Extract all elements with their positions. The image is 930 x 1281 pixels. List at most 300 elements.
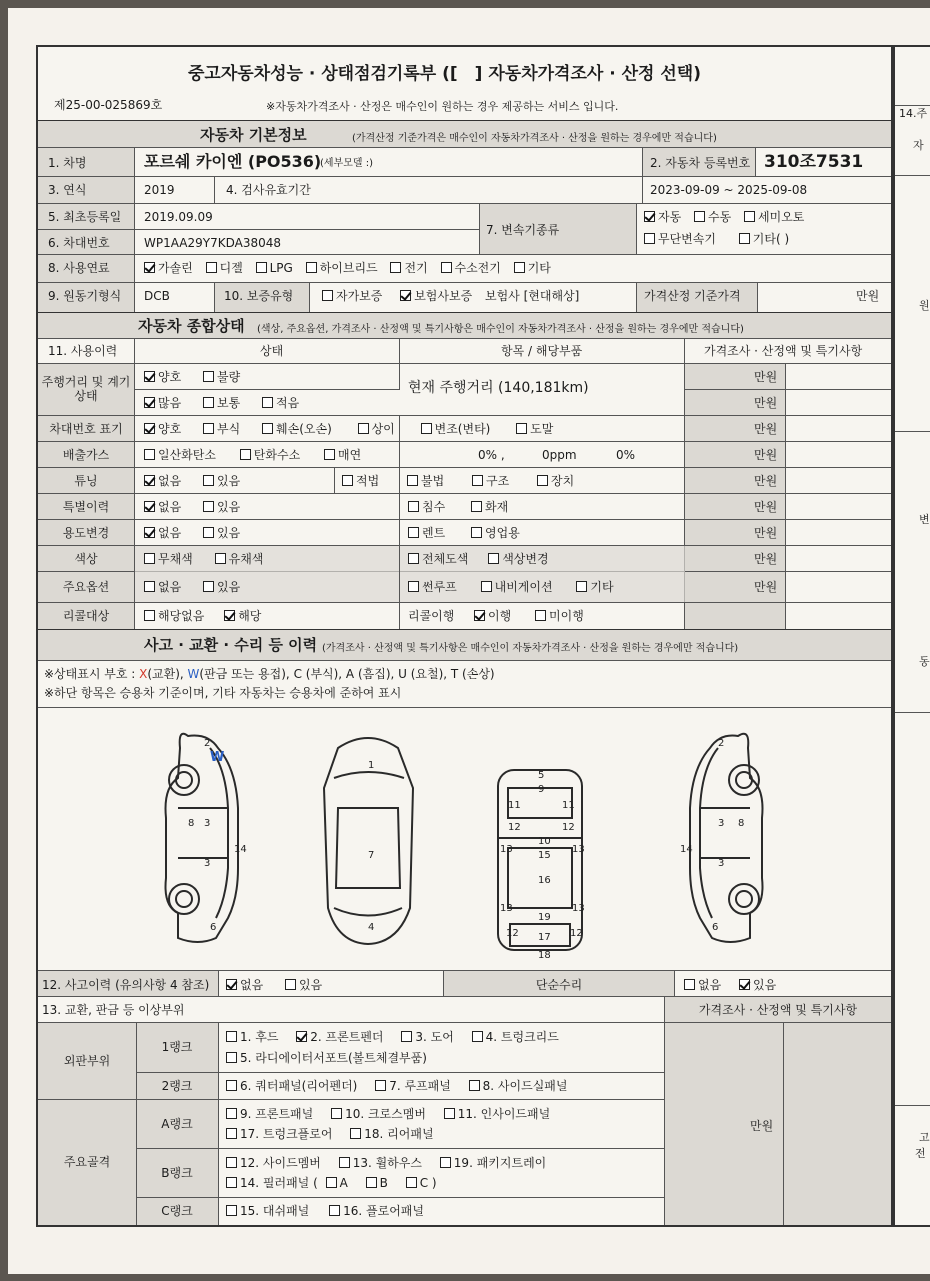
vin-altered-checkbox[interactable]: [421, 423, 432, 434]
pillar-a-label: A: [339, 1176, 348, 1190]
sub-model: (세부모델 :): [320, 158, 373, 169]
mileage-good-label: 양호: [158, 370, 182, 384]
use-change-yes-checkbox[interactable]: [203, 527, 214, 538]
tuning-device-checkbox[interactable]: [537, 475, 548, 486]
trans-manual-checkbox[interactable]: [694, 211, 705, 222]
tuning-illegal-label: 불법: [421, 474, 445, 488]
svg-text:11: 11: [508, 800, 521, 811]
legend-w-symbol: W: [187, 667, 200, 681]
special-fire-label: 화재: [485, 500, 509, 514]
color-achromatic-label: 무채색: [158, 552, 193, 566]
svg-text:6: 6: [210, 922, 217, 933]
recall-done-options: [474, 609, 593, 623]
basic-section-note: (가격산정 기준가격은 매수인이 자동차가격조사 · 산정을 원하는 경우에만 적습니다): [352, 133, 717, 144]
inspection-period-label: 4. 검사유효기간: [226, 183, 311, 197]
roof-panel-checkbox[interactable]: [375, 1080, 386, 1091]
fuel-hydrogen-checkbox[interactable]: [441, 262, 452, 273]
vin-corrosion-checkbox[interactable]: [203, 423, 214, 434]
recall-options: [144, 609, 270, 623]
svg-text:2: 2: [718, 738, 725, 749]
form-title: 중고자동차성능 · 상태점검기록부 ([ ] 자동차가격조사 · 산정 선택): [188, 64, 701, 84]
special-yes-label: 있음: [217, 500, 241, 514]
odometer-reading: 현재 주행거리 (140,181km): [408, 380, 589, 396]
cross-member-checkbox[interactable]: [331, 1108, 342, 1119]
warranty-insurance[interactable]: [400, 289, 472, 303]
color-change-label: 색상변경: [502, 552, 549, 566]
state-head: 상태: [260, 344, 284, 358]
fuel-gasoline-label: 가솔린: [158, 261, 193, 275]
service-notice: ※자동차가격조사 · 산정은 매수인이 원하는 경우 제공하는 서비스 입니다.: [266, 100, 619, 113]
tuning-none-label: 없음: [158, 474, 182, 488]
use-change-business-label: 영업용: [485, 526, 520, 540]
special-history-label: 특별이력: [62, 500, 110, 514]
mileage-low-checkbox[interactable]: [262, 397, 273, 408]
recall-label: 리콜대상: [62, 609, 110, 623]
fuel-gasoline-checkbox[interactable]: [144, 262, 155, 273]
car-damage-diagram: [38, 708, 891, 970]
major-price: 만원: [754, 580, 778, 594]
reg-number: 310조7531: [764, 152, 864, 172]
vin-mark-price: 만원: [754, 422, 778, 436]
mileage-bad-checkbox[interactable]: [203, 371, 214, 382]
recall-none-label: 해당없음: [158, 609, 205, 623]
recall-none-checkbox[interactable]: [144, 610, 155, 621]
legend-x-symbol: X: [139, 667, 148, 681]
front-panel-label: 9. 프론트패널: [240, 1107, 314, 1121]
fuel-diesel-label: 디젤: [219, 261, 243, 275]
svg-text:14: 14: [234, 844, 247, 855]
rankA-row1: [226, 1107, 559, 1121]
reg-number-label: 2. 자동차 등록번호: [650, 156, 751, 170]
trunk-floor-label: 17. 트렁크플로어: [240, 1127, 333, 1141]
trunk-lid-checkbox[interactable]: [472, 1031, 483, 1042]
next-page-fragment-7: 전: [915, 1147, 926, 1160]
use-change-price: 만원: [754, 526, 778, 540]
legend-prefix: ※상태표시 부호 :: [44, 667, 140, 681]
color-chromatic-label: 유채색: [228, 552, 264, 566]
accident-none-label: 없음: [240, 978, 264, 992]
svg-text:3: 3: [718, 818, 725, 829]
rear-panel-checkbox[interactable]: [350, 1128, 361, 1139]
trans-option-semi[interactable]: [744, 210, 804, 224]
major-sunroof-label: 썬루프: [422, 580, 457, 594]
fuel-electric-label: 전기: [404, 261, 428, 275]
fuel-electric[interactable]: [390, 261, 427, 275]
color-full-paint-checkbox[interactable]: [408, 553, 419, 564]
fuel-hydrogen[interactable]: [441, 261, 501, 275]
wheel-house-label: 13. 휠하우스: [352, 1156, 422, 1170]
trans-etc-checkbox[interactable]: [739, 233, 750, 244]
emission-co-label: 일산화탄소: [158, 448, 216, 462]
emission-hc-label: 탄화수소: [253, 448, 301, 462]
svg-text:12: 12: [508, 822, 521, 833]
vin-label: 6. 차대번호: [48, 236, 110, 250]
front-fender-label: 2. 프론트펜더: [310, 1030, 384, 1044]
svg-text:12: 12: [570, 928, 583, 939]
inspection-period: 2023-09-09 ~ 2025-09-08: [650, 183, 808, 197]
item-head: 항목 / 해당부품: [501, 344, 583, 358]
rankB-row1: [226, 1156, 555, 1170]
vin-painted-label: 도말: [530, 422, 554, 436]
warranty-company: 보험사 [현대해상]: [485, 289, 580, 303]
recall-not-done-checkbox[interactable]: [535, 610, 546, 621]
rank1-row1: [226, 1030, 568, 1044]
next-page-fragment-6: 고: [919, 1131, 930, 1144]
car-name-label: 1. 차명: [48, 156, 87, 170]
hood-checkbox[interactable]: [226, 1031, 237, 1042]
basic-section-title: 자동차 기본정보: [200, 126, 307, 144]
trans-option-cvt[interactable]: [644, 232, 716, 246]
pillar-c-label: C ): [419, 1176, 437, 1190]
svg-text:1: 1: [368, 760, 375, 771]
simple-repair-yes-label: 있음: [753, 978, 777, 992]
major-options: [144, 580, 249, 594]
package-tray-label: 19. 패키지트레이: [453, 1156, 547, 1170]
use-change-business-checkbox[interactable]: [471, 527, 482, 538]
accident-section-title: 사고 · 교환 · 수리 등 이력: [144, 636, 318, 654]
floor-panel-checkbox[interactable]: [329, 1205, 340, 1216]
fuel-label: 8. 사용연료: [48, 261, 110, 275]
trans-manual-label: 수동: [708, 210, 732, 224]
special-none-checkbox[interactable]: [144, 501, 155, 512]
trans-auto-checkbox[interactable]: [644, 211, 655, 222]
transmission-row1: [644, 210, 813, 224]
svg-text:14: 14: [680, 844, 693, 855]
vin-good-label: 양호: [158, 422, 182, 436]
side-member-checkbox[interactable]: [226, 1157, 237, 1168]
radiator-support-label: 5. 라디에이터서포트(볼트체결부품): [240, 1051, 427, 1065]
mileage-normal-checkbox[interactable]: [203, 397, 214, 408]
package-tray-checkbox[interactable]: [440, 1157, 451, 1168]
special-yes-checkbox[interactable]: [203, 501, 214, 512]
accident-yes-label: 있음: [299, 978, 323, 992]
svg-text:13: 13: [572, 903, 585, 914]
year-label: 3. 연식: [48, 183, 87, 197]
color-items: [408, 552, 558, 566]
color-options: [144, 552, 272, 566]
status-section-note: (색상, 주요옵션, 가격조사 · 산정액 및 특기사항은 매수인이 자동차가격조사 · 산정을 원하는 경우에만 적습니다): [257, 324, 744, 335]
svg-text:4: 4: [368, 922, 375, 933]
usage-history-head: 11. 사용이력: [48, 344, 118, 358]
mileage-price-2: 만원: [754, 396, 778, 410]
mileage-good-checkbox[interactable]: [144, 371, 155, 382]
trunk-lid-label: 4. 트렁크리드: [485, 1030, 559, 1044]
price-base-unit: 만원: [856, 289, 880, 303]
use-change-rent-label: 렌트: [422, 526, 446, 540]
use-change-options: [144, 526, 249, 540]
vin-damage-checkbox[interactable]: [262, 423, 273, 434]
svg-text:8: 8: [188, 818, 195, 829]
emission-co-checkbox[interactable]: [144, 449, 155, 460]
warranty-options: [322, 289, 579, 303]
tuning-options: [144, 474, 249, 488]
mileage-label: 주행거리 및 계기상태: [41, 375, 131, 403]
vin-mark-label: 차대번호 표기: [49, 422, 123, 436]
fuel-diesel-checkbox[interactable]: [206, 262, 217, 273]
tuning-none-checkbox[interactable]: [144, 475, 155, 486]
dash-panel-label: 15. 대쉬패널: [240, 1204, 310, 1218]
accident-yes-checkbox[interactable]: [285, 979, 296, 990]
recall-applicable-label: 해당: [238, 609, 262, 623]
exchange-price-unit: 만원: [750, 1119, 774, 1133]
svg-text:3: 3: [718, 858, 725, 869]
svg-text:11: 11: [562, 800, 575, 811]
exchange-price-head: 가격조사 · 산정액 및 특기사항: [698, 1003, 858, 1017]
front-panel-checkbox[interactable]: [226, 1108, 237, 1119]
svg-text:3: 3: [204, 818, 211, 829]
special-flood-checkbox[interactable]: [408, 501, 419, 512]
svg-text:3: 3: [204, 858, 211, 869]
emission-smoke-checkbox[interactable]: [324, 449, 335, 460]
legend-rest: (판금 또는 용접), C (부식), A (흠집), U (요철), T (손상): [199, 667, 495, 681]
svg-text:13: 13: [572, 844, 585, 855]
tuning-illegal-checkbox[interactable]: [407, 475, 418, 486]
major-sunroof-checkbox[interactable]: [408, 581, 419, 592]
warranty-label: 10. 보증유형: [224, 289, 294, 303]
color-full-paint-label: 전체도색: [422, 552, 469, 566]
front-fender-checkbox[interactable]: [296, 1031, 307, 1042]
hood-label: 1. 후드: [240, 1030, 279, 1044]
tuning-structure-checkbox[interactable]: [472, 475, 483, 486]
use-change-none-label: 없음: [158, 526, 182, 540]
emission-hc-checkbox[interactable]: [240, 449, 251, 460]
transmission-row2: [644, 232, 798, 246]
recall-done-checkbox[interactable]: [474, 610, 485, 621]
special-price: 만원: [754, 500, 778, 514]
mileage-normal-label: 보통: [217, 396, 241, 410]
recall-done-yes-label: 이행: [488, 609, 512, 623]
first-reg-date: 2019.09.09: [144, 210, 213, 224]
tuning-yes-checkbox[interactable]: [203, 475, 214, 486]
tuning-device-label: 장치: [551, 474, 575, 488]
warranty-self[interactable]: [322, 289, 382, 303]
special-options: [144, 500, 249, 514]
special-none-label: 없음: [158, 500, 182, 514]
fuel-lpg-checkbox[interactable]: [256, 262, 267, 273]
fuel-options: [144, 261, 560, 275]
engine-type-label: 9. 원동기형식: [48, 289, 122, 303]
major-etc-label: 기타: [590, 580, 614, 594]
svg-text:16: 16: [538, 875, 551, 886]
fuel-hybrid-label: 하이브리드: [319, 261, 378, 275]
simple-repair-options: [684, 978, 785, 992]
transmission-label: 7. 변속기종류: [486, 223, 560, 237]
trans-auto-label: 자동: [658, 210, 682, 224]
mileage-low-label: 적음: [276, 396, 300, 410]
fuel-etc-label: 기타: [527, 261, 551, 275]
special-items: [408, 500, 517, 514]
recall-done-label: 리콜이행: [408, 609, 455, 623]
status-section-title: 자동차 종합상태: [138, 317, 245, 335]
mileage-state-row2: [144, 396, 308, 410]
emission-options: [144, 448, 370, 462]
simple-repair-label: 단순수리: [535, 978, 583, 992]
major-navigation-checkbox[interactable]: [481, 581, 492, 592]
simple-repair-none-checkbox[interactable]: [684, 979, 695, 990]
use-change-none-checkbox[interactable]: [144, 527, 155, 538]
major-options-label: 주요옵션: [62, 580, 110, 594]
pillar-a-checkbox[interactable]: [326, 1177, 337, 1188]
svg-text:17: 17: [538, 932, 551, 943]
rear-panel-label: 18. 리어패널: [364, 1127, 434, 1141]
accident-history-label: 12. 사고이력 (유의사항 4 참조): [42, 978, 210, 992]
front-fender-w-mark: W: [210, 750, 225, 765]
accident-section-note: (가격조사 · 산정액 및 특기사항은 매수인이 자동차가격조사 · 산정을 원하는 경우에만 적습니다): [322, 643, 739, 654]
use-change-rent-checkbox[interactable]: [408, 527, 419, 538]
main-frame-label: 주요골격: [63, 1155, 111, 1169]
pillar-c-checkbox[interactable]: [406, 1177, 417, 1188]
pillar-b-checkbox[interactable]: [366, 1177, 377, 1188]
use-change-items: [408, 526, 529, 540]
major-yes-label: 있음: [217, 580, 241, 594]
fuel-lpg[interactable]: [256, 261, 293, 275]
vin-good-checkbox[interactable]: [144, 423, 155, 434]
quarter-panel-label: 6. 쿼터패널(리어펜더): [240, 1079, 358, 1093]
tuning-legal-checkbox[interactable]: [342, 475, 353, 486]
accident-options: [226, 978, 331, 992]
emission-co-value: 0% ,: [478, 448, 505, 462]
trans-option-manual[interactable]: [694, 210, 731, 224]
dash-panel-checkbox[interactable]: [226, 1205, 237, 1216]
major-yes-checkbox[interactable]: [203, 581, 214, 592]
next-page-fragment-2: 자: [913, 139, 924, 152]
side-sill-checkbox[interactable]: [469, 1080, 480, 1091]
legend-line-1: [44, 667, 495, 681]
mileage-price-1: 만원: [754, 370, 778, 384]
warranty-insurance-label: 보험사보증: [414, 289, 473, 303]
vin-value: WP1AA29Y7KDA38048: [144, 236, 282, 250]
legend-x-text: (교환),: [147, 667, 188, 681]
warranty-self-checkbox[interactable]: [322, 290, 333, 301]
trans-semi-label: 세미오토: [758, 210, 805, 224]
simple-repair-none-label: 없음: [698, 978, 722, 992]
fuel-lpg-label: LPG: [269, 261, 293, 275]
rankC-label: C랭크: [161, 1204, 193, 1218]
svg-text:13: 13: [500, 903, 513, 914]
accident-none-checkbox[interactable]: [226, 979, 237, 990]
tuning-legal-label: 적법: [356, 474, 380, 488]
svg-text:13: 13: [500, 844, 513, 855]
pillar-panel-checkbox[interactable]: [226, 1177, 237, 1188]
vin-damage-label: 훼손(오손): [276, 422, 332, 436]
svg-text:2: 2: [204, 738, 211, 749]
svg-text:19: 19: [538, 912, 551, 923]
fuel-hybrid[interactable]: [306, 261, 378, 275]
door-checkbox[interactable]: [401, 1031, 412, 1042]
side-sill-label: 8. 사이드실패널: [482, 1079, 568, 1093]
svg-text:5: 5: [538, 770, 545, 781]
roof-panel-label: 7. 루프패널: [389, 1079, 451, 1093]
major-none-checkbox[interactable]: [144, 581, 155, 592]
vin-painted-checkbox[interactable]: [516, 423, 527, 434]
rankB-label: B랭크: [161, 1166, 193, 1180]
quarter-panel-checkbox[interactable]: [226, 1080, 237, 1091]
rankA-label: A랭크: [161, 1117, 193, 1131]
special-fire-checkbox[interactable]: [471, 501, 482, 512]
trans-semi-checkbox[interactable]: [744, 211, 755, 222]
emission-smoke-label: 매연: [338, 448, 362, 462]
tuning-price: 만원: [754, 474, 778, 488]
major-none-label: 없음: [158, 580, 182, 594]
trans-cvt-checkbox[interactable]: [644, 233, 655, 244]
fuel-hybrid-checkbox[interactable]: [306, 262, 317, 273]
trans-cvt-label: 무단변속기: [658, 232, 716, 246]
color-label: 색상: [74, 552, 98, 566]
vin-diff-label: 상이: [371, 422, 395, 436]
trans-option-auto[interactable]: [644, 210, 681, 224]
inside-panel-label: 11. 인사이드패널: [457, 1107, 551, 1121]
warranty-insurance-checkbox[interactable]: [400, 290, 411, 301]
tuning-yes-label: 있음: [217, 474, 241, 488]
exchange-parts-label: 13. 교환, 판금 등 이상부위: [42, 1003, 185, 1017]
svg-text:12: 12: [562, 822, 575, 833]
side-member-label: 12. 사이드멤버: [240, 1156, 321, 1170]
rankB-row2: [226, 1176, 446, 1190]
recall-applicable-checkbox[interactable]: [224, 610, 235, 621]
wheel-house-checkbox[interactable]: [339, 1157, 350, 1168]
svg-text:18: 18: [538, 950, 551, 961]
svg-text:7: 7: [368, 850, 375, 861]
pillar-panel-label: 14. 필러패널 (: [240, 1176, 318, 1190]
radiator-support-checkbox[interactable]: [226, 1052, 237, 1063]
pillar-b-label: B: [379, 1176, 388, 1190]
use-change-yes-label: 있음: [217, 526, 241, 540]
trans-option-etc[interactable]: [739, 232, 789, 246]
engine-type: DCB: [144, 289, 170, 303]
next-page-fragment-1: 14.주: [899, 107, 928, 120]
special-flood-label: 침수: [422, 500, 446, 514]
outer-panel-label: 외판부위: [63, 1054, 111, 1068]
svg-text:9: 9: [538, 784, 545, 795]
mileage-high-label: 많음: [158, 396, 182, 410]
fuel-etc[interactable]: [514, 261, 551, 275]
color-chromatic-checkbox[interactable]: [215, 553, 226, 564]
vin-altered-label: 변조(변타): [434, 422, 491, 436]
vin-diff-checkbox[interactable]: [358, 423, 369, 434]
svg-text:8: 8: [738, 818, 745, 829]
rank2-label: 2랭크: [161, 1079, 193, 1093]
fuel-electric-checkbox[interactable]: [390, 262, 401, 273]
emission-label: 배출가스: [62, 448, 110, 462]
rankA-row2: [226, 1127, 443, 1141]
next-page-fragment-4: 변: [919, 513, 930, 526]
color-change-checkbox[interactable]: [488, 553, 499, 564]
inspection-form: [36, 45, 893, 1227]
inside-panel-checkbox[interactable]: [444, 1108, 455, 1119]
fuel-etc-checkbox[interactable]: [514, 262, 525, 273]
warranty-self-label: 자가보증: [336, 289, 383, 303]
vin-mark-options: [144, 422, 562, 436]
door-label: 3. 도어: [415, 1030, 454, 1044]
next-page-edge: [893, 45, 930, 1227]
tuning-items: [342, 474, 583, 488]
svg-text:12: 12: [506, 928, 519, 939]
tuning-structure-label: 구조: [486, 474, 510, 488]
mileage-high-checkbox[interactable]: [144, 397, 155, 408]
rankC-row1: [226, 1204, 433, 1218]
svg-text:10: 10: [538, 836, 551, 847]
mileage-state-row1: [144, 370, 249, 384]
fuel-hydrogen-label: 수소전기: [454, 261, 501, 275]
trunk-floor-checkbox[interactable]: [226, 1128, 237, 1139]
simple-repair-yes-checkbox[interactable]: [739, 979, 750, 990]
next-page-fragment-5: 동: [919, 655, 930, 668]
color-achromatic-checkbox[interactable]: [144, 553, 155, 564]
fuel-diesel[interactable]: [206, 261, 243, 275]
fuel-gasoline[interactable]: [144, 261, 193, 275]
major-etc-checkbox[interactable]: [576, 581, 587, 592]
year-value: 2019: [144, 183, 175, 197]
